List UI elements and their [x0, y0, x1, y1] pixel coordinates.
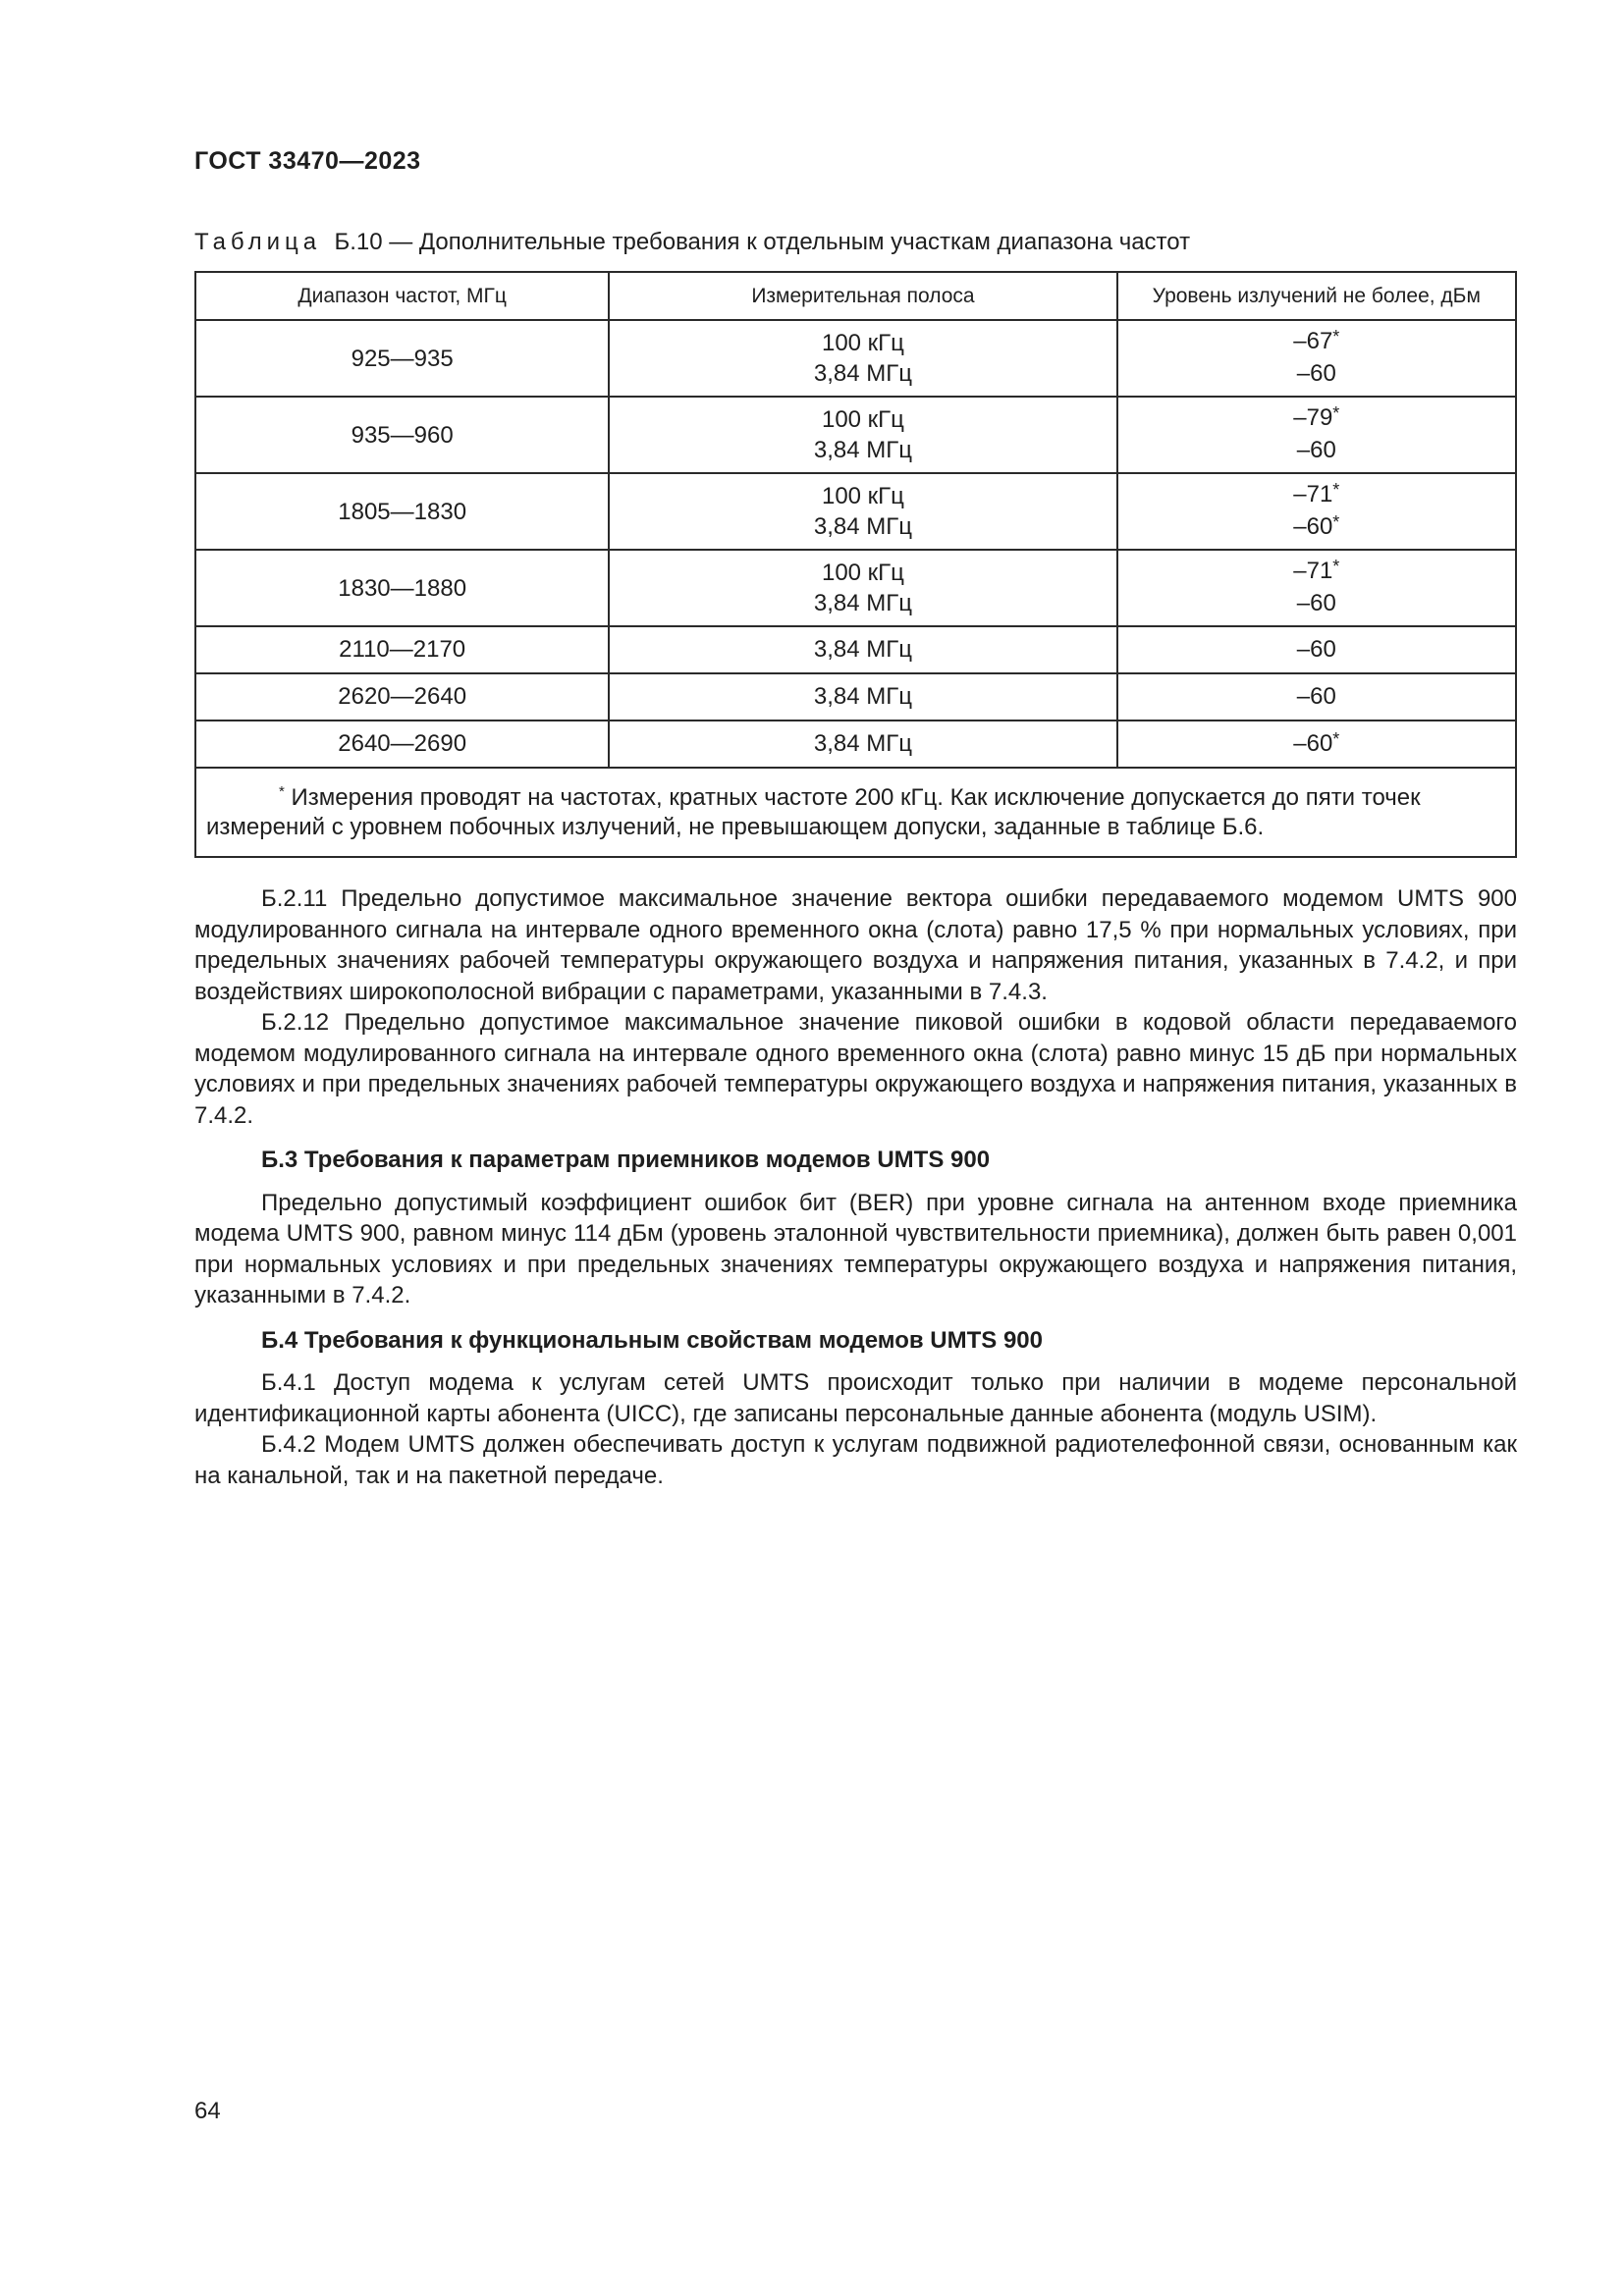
- cell-range: 1805—1830: [195, 473, 609, 550]
- table-footnote-row: [195, 768, 1516, 857]
- cell-band: 3,84 МГц: [609, 673, 1116, 721]
- cell-level: –60: [1117, 626, 1516, 673]
- table-caption-word: Таблица: [194, 229, 322, 255]
- header-measurement-band: Измерительная полоса: [609, 272, 1116, 320]
- cell-band: 100 кГц 3,84 МГц: [609, 397, 1116, 473]
- paragraph-b3: Предельно допустимый коэффициент ошибок бит (BER) при уровне сигнала на антенном входе приемника модема UMTS 900, равном минус 114 дБм (уровень эталонной чувствительности приемника), должен быть равен 0,001 при нормальных условиях и при предельных значениях температуры окружающего воздуха и напряжения питания, указанными в 7.4.2.: [194, 1189, 1517, 1308]
- paragraph-b2-12: Б.2.12 Предельно допустимое максимальное значение пиковой ошибки в кодовой области передаваемого модемом модулированного сигнала на интервале одного временного окна (слота) равно минус 15 дБ при нормальных условиях и при предельных значениях рабочей температуры окружающего воздуха и напряжения питания, указанных в 7.4.2.: [194, 1009, 1517, 1129]
- document-header: ГОСТ 33470—2023: [194, 147, 421, 175]
- cell-band: 100 кГц 3,84 МГц: [609, 320, 1116, 397]
- cell-band: 3,84 МГц: [609, 626, 1116, 673]
- table-row: [195, 397, 1516, 473]
- paragraph-b2-11: Б.2.11 Предельно допустимое максимальное значение вектора ошибки передаваемого модемом UMTS 900 модулированного сигнала на интервале одного временного окна (слота) равно 17,5 % при нормальных условиях, при предельных значениях рабочей температуры окружающего воздуха и напряжения питания, указанных в 7.4.2, и при воздействиях широкополосной вибрации с параметрами, указанными в 7.4.3.: [194, 885, 1517, 1005]
- cell-level: –67* –60: [1117, 320, 1516, 397]
- table-row: [195, 320, 1516, 397]
- cell-level: –79* –60: [1117, 397, 1516, 473]
- table-row: [195, 550, 1516, 626]
- body-text: [194, 883, 1517, 1491]
- header-frequency-range: Диапазон частот, МГц: [195, 272, 609, 320]
- cell-range: 935—960: [195, 397, 609, 473]
- paragraph-b4-2: Б.4.2 Модем UMTS должен обеспечивать доступ к услугам подвижной радиотелефонной связи, основанным как на канальной, так и на пакетной передаче.: [194, 1431, 1517, 1489]
- cell-level: –60: [1117, 673, 1516, 721]
- table-footnote: [195, 768, 1516, 857]
- cell-range: 1830—1880: [195, 550, 609, 626]
- table-header-row: [195, 272, 1516, 320]
- page-number: 64: [194, 2098, 221, 2124]
- cell-band: 100 кГц 3,84 МГц: [609, 550, 1116, 626]
- frequency-table: [194, 271, 1517, 858]
- section-heading-b4: Б.4 Требования к функциональным свойствам модемов UMTS 900: [261, 1326, 1043, 1354]
- table-row: [195, 626, 1516, 673]
- cell-level: –71* –60*: [1117, 473, 1516, 550]
- table-caption: [194, 229, 1190, 256]
- cell-range: 2110—2170: [195, 626, 609, 673]
- section-heading-b3: Б.3 Требования к параметрам приемников модемов UMTS 900: [261, 1147, 991, 1173]
- cell-level: –71* –60: [1117, 550, 1516, 626]
- table-caption-text: Б.10 — Дополнительные требования к отдельным участкам диапазона частот: [334, 229, 1191, 255]
- cell-range: 925—935: [195, 320, 609, 397]
- paragraph-b4-1: Б.4.1 Доступ модема к услугам сетей UMTS происходит только при наличии в модеме персональной идентификационной карты абонента (UICC), где записаны персональные данные абонента (модуль USIM).: [194, 1369, 1517, 1427]
- cell-range: 2640—2690: [195, 721, 609, 768]
- table-row: [195, 473, 1516, 550]
- table-row: [195, 721, 1516, 768]
- cell-band: 3,84 МГц: [609, 721, 1116, 768]
- footnote-mark: *: [279, 782, 285, 800]
- cell-range: 2620—2640: [195, 673, 609, 721]
- cell-band: 100 кГц 3,84 МГц: [609, 473, 1116, 550]
- cell-level: –60*: [1117, 721, 1516, 768]
- table-row: [195, 673, 1516, 721]
- footnote-text: Измерения проводят на частотах, кратных частоте 200 кГц. Как исключение допускается до пяти точек измерений с уровнем побочных излучений, не превышающем допуски, заданные в таблице Б.6.: [206, 783, 1421, 840]
- header-emission-level: Уровень излучений не более, дБм: [1117, 272, 1516, 320]
